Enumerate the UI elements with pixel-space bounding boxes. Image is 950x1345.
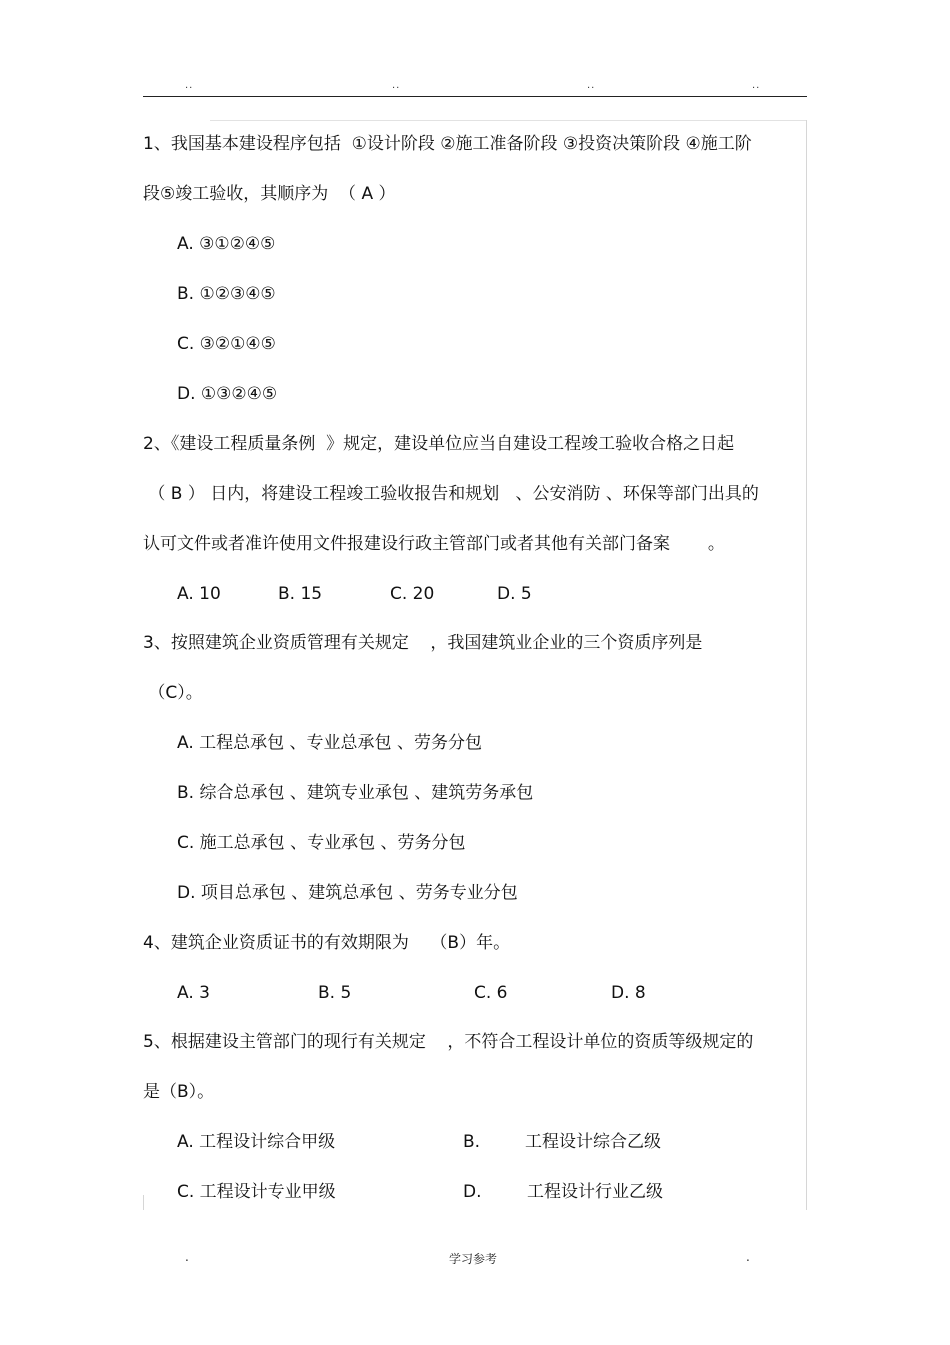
- q5-text-line2: 是（B）。: [143, 1082, 215, 1102]
- q1-option-a: A. ③①②④⑤: [177, 234, 276, 254]
- q5-option-d-text: 工程设计行业乙级: [527, 1182, 663, 1202]
- q2-text-line3: 认可文件或者准许使用文件报建设行政主管部门或者其他有关部门备案 。: [143, 534, 725, 554]
- q1-option-c: C. ③②①④⑤: [177, 334, 276, 354]
- q5-option-a: A. 工程设计综合甲级: [177, 1132, 336, 1152]
- q5-text-line1: 5、根据建设主管部门的现行有关规定 ，不符合工程设计单位的资质等级规定的: [143, 1032, 754, 1052]
- q3-option-d: D. 项目总承包 、建筑总承包 、劳务专业分包: [177, 883, 518, 903]
- q4-option-b: B. 5: [318, 983, 352, 1003]
- q3-text-line1: 3、按照建筑企业资质管理有关规定 ，我国建筑业企业的三个资质序列是: [143, 633, 703, 653]
- q4-option-a: A. 3: [177, 983, 210, 1003]
- frame-left-border: [143, 1195, 144, 1210]
- q2-text-line1: 2、《建设工程质量条例 》规定，建设单位应当自建设工程竣工验收合格之日起: [143, 434, 735, 454]
- q3-text-line2: （C）。: [143, 683, 203, 703]
- q2-option-a: A. 10: [177, 584, 221, 604]
- q4-text-line1: 4、建筑企业资质证书的有效期限为 （B）年。: [143, 933, 511, 953]
- q1-text-line2: 段⑤竣工验收，其顺序为 （ A ）: [143, 184, 396, 204]
- q3-option-c: C. 施工总承包 、专业承包 、劳务分包: [177, 833, 466, 853]
- q2-option-d: D. 5: [497, 584, 532, 604]
- q5-option-d-letter: D.: [463, 1182, 482, 1202]
- q1-option-b: B. ①②③④⑤: [177, 284, 276, 304]
- header-dots-3: ..: [587, 80, 596, 91]
- q3-option-a: A. 工程总承包 、专业总承包 、劳务分包: [177, 733, 482, 753]
- frame-top-border: [210, 120, 806, 121]
- q5-option-b-letter: B.: [463, 1132, 481, 1152]
- header-dots-4: ..: [752, 80, 761, 91]
- q2-text-line2: （ B ） 日内，将建设工程竣工验收报告和规划 、公安消防 、环保等部门出具的: [143, 484, 759, 504]
- q1-option-d: D. ①③②④⑤: [177, 384, 278, 404]
- q1-text-line1: 1、我国基本建设程序包括 ①设计阶段 ②施工准备阶段 ③投资决策阶段 ④施工阶: [143, 134, 752, 154]
- header-dots-2: ..: [392, 80, 401, 91]
- footer-right-dot: .: [746, 1250, 750, 1264]
- q2-option-c: C. 20: [390, 584, 435, 604]
- header-rule: [143, 96, 807, 97]
- footer-caption: 学习参考: [449, 1252, 498, 1266]
- q4-option-c: C. 6: [474, 983, 508, 1003]
- q5-option-b-text: 工程设计综合乙级: [525, 1132, 661, 1152]
- frame-right-border: [806, 120, 807, 1210]
- q4-option-d: D. 8: [611, 983, 646, 1003]
- q2-option-b: B. 15: [278, 584, 323, 604]
- header-dots-1: ..: [185, 80, 194, 91]
- q5-option-c: C. 工程设计专业甲级: [177, 1182, 336, 1202]
- q3-option-b: B. 综合总承包 、建筑专业承包 、建筑劳务承包: [177, 783, 534, 803]
- footer-left-dot: .: [185, 1250, 189, 1264]
